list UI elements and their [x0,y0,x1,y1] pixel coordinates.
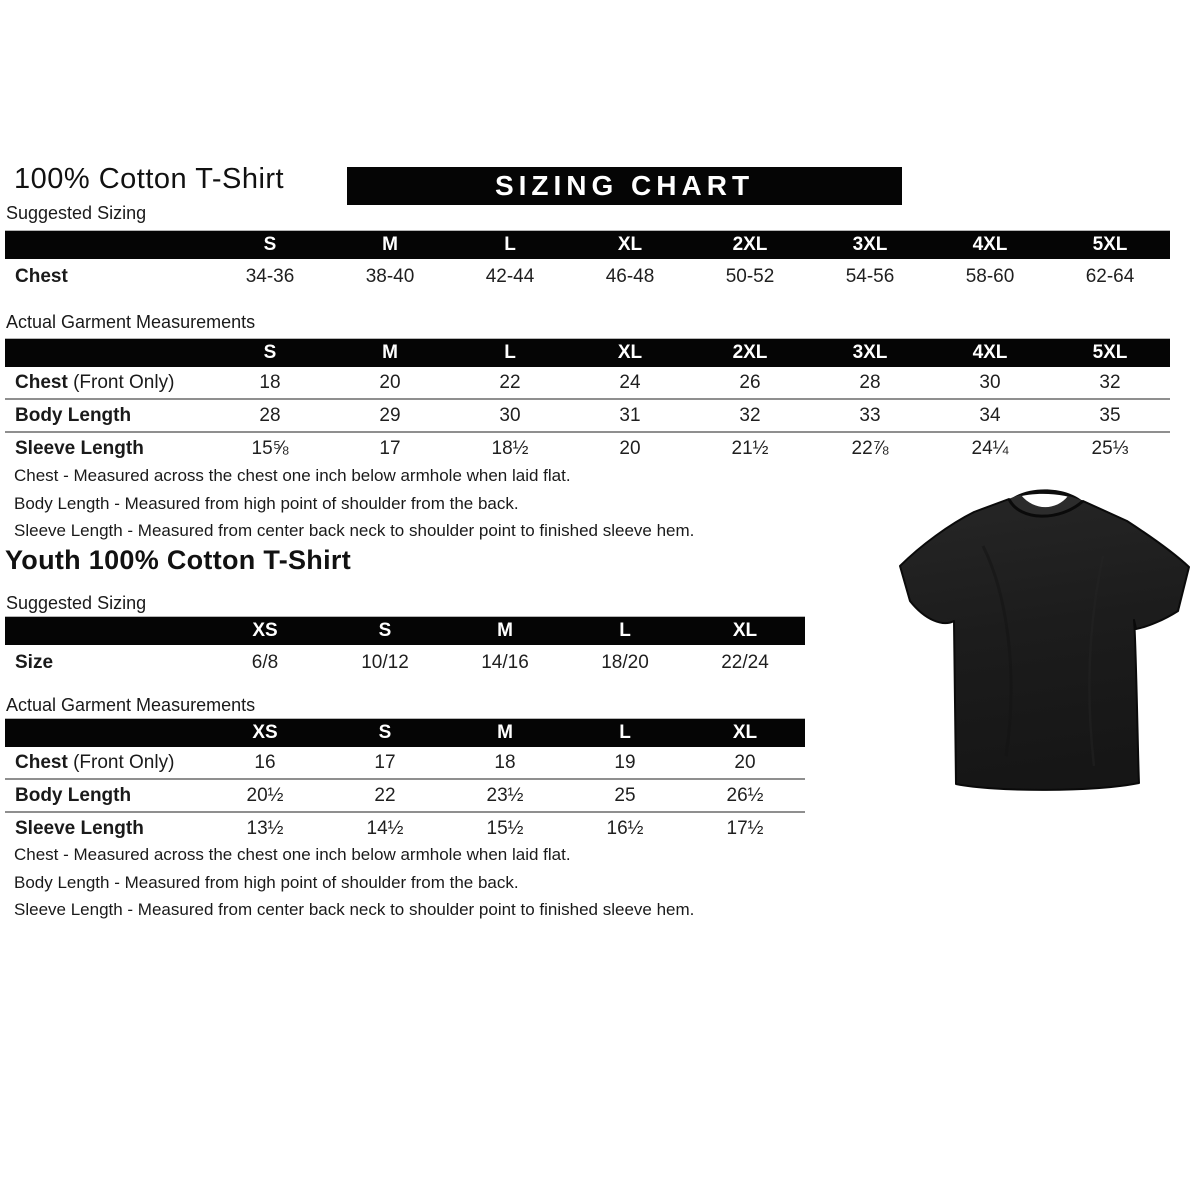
size-value-cell: 30 [499,404,521,426]
size-value-cell: 16 [254,751,276,773]
size-value-cell: 35 [1099,404,1121,426]
size-value-cell: 21½ [731,437,769,459]
measurement-row [5,399,1170,432]
size-column-header: M [330,339,450,368]
size-column-header: S [325,719,445,748]
size-column-header: 5XL [1050,339,1170,368]
size-table-header [5,719,805,748]
note-sleeve-length: Sleeve Length - Measured from center back neck to shoulder point to finished sleeve hem. [14,900,695,919]
youth-suggested-sizing-label: Suggested Sizing [6,593,147,613]
size-value-cell: 28 [259,404,281,426]
size-column-header: XS [205,617,325,646]
size-value-cell: 31 [619,404,641,426]
header-row [5,719,805,748]
row-label-text: Body Length [15,784,132,806]
adult-actual-measurements-table [5,338,1170,464]
size-value-cell: 46-48 [605,265,655,287]
sizing-chart-banner-text: SIZING CHART [494,170,755,201]
measurement-row [5,259,1170,294]
header-row [5,617,805,646]
sizing-chart-banner [347,167,902,205]
row-label-suffix: (Front Only) [67,371,175,393]
size-column-header: XS [205,719,325,748]
size-column-header: L [565,719,685,748]
size-table-header [5,617,805,646]
size-value-cell: 18/20 [601,651,649,673]
adult-suggested-sizing-label: Suggested Sizing [6,203,147,223]
size-value-cell: 6/8 [251,651,279,673]
size-value-cell: 14/16 [481,651,529,673]
row-label-text: Chest [15,751,68,773]
measurement-row [5,432,1170,464]
size-value-cell: 26½ [726,784,764,806]
row-label-text: Size [15,651,54,673]
adult-measurement-notes [14,462,694,545]
size-column-header: 3XL [810,339,930,368]
row-label [5,812,205,844]
size-column-header: XL [685,617,805,646]
size-value-cell: 19 [614,751,636,773]
youth-actual-measurements-table [5,718,805,844]
size-table-header [5,339,1170,368]
row-label-text: Sleeve Length [15,817,144,839]
size-value-cell: 17 [379,437,401,459]
size-value-cell: 29 [379,404,401,426]
measurement-row [5,812,805,844]
measurement-row [5,367,1170,399]
row-label [5,259,210,294]
size-value-cell: 25 [614,784,636,806]
note-sleeve-length: Sleeve Length - Measured from center back neck to shoulder point to finished sleeve hem. [14,521,695,540]
size-table-body [5,645,805,680]
size-value-cell: 20 [619,437,641,459]
size-table-body [5,747,805,844]
size-value-cell: 18 [494,751,516,773]
size-table-header [5,231,1170,260]
size-value-cell: 28 [859,371,881,393]
adult-actual-measurements-label: Actual Garment Measurements [6,312,256,332]
size-value-cell: 15½ [486,817,524,839]
size-value-cell: 14½ [366,817,404,839]
header-row [5,231,1170,260]
size-column-header: S [210,231,330,260]
size-column-header: 2XL [690,339,810,368]
size-column-header: 4XL [930,231,1050,260]
size-value-cell: 24 [619,371,641,393]
size-column-header: L [565,617,685,646]
row-label-text: Body Length [15,404,132,426]
row-label [5,645,205,680]
row-label [5,432,210,464]
youth-section-title: Youth 100% Cotton T-Shirt [5,545,351,575]
size-value-cell: 30 [979,371,1001,393]
size-value-cell: 58-60 [965,265,1015,287]
row-label [5,779,205,812]
size-table-body [5,259,1170,294]
note-chest: Chest - Measured across the chest one inch below armhole when laid flat. [14,845,571,864]
adult-suggested-sizing-table [5,230,1170,294]
note-chest: Chest - Measured across the chest one inch below armhole when laid flat. [14,466,571,485]
header-row [5,339,1170,368]
size-column-header: XL [685,719,805,748]
size-column-header: M [330,231,450,260]
size-value-cell: 13½ [246,817,284,839]
black-tshirt-image [888,476,1200,810]
page-title: 100% Cotton T-Shirt [14,163,285,195]
row-label-suffix: (Front Only) [67,751,175,773]
size-table-body [5,367,1170,464]
header-corner-cell [5,231,210,260]
size-column-header: S [210,339,330,368]
size-value-cell: 18 [259,371,281,393]
size-column-header: L [450,231,570,260]
size-column-header: M [445,719,565,748]
size-value-cell: 50-52 [725,265,775,287]
size-value-cell: 22 [499,371,521,393]
size-value-cell: 20 [379,371,401,393]
size-column-header: L [450,339,570,368]
size-value-cell: 34 [979,404,1001,426]
size-value-cell: 22 [374,784,396,806]
size-column-header: 5XL [1050,231,1170,260]
youth-measurement-notes [14,841,694,924]
row-label-text: Chest [15,265,68,287]
size-value-cell: 54-56 [845,265,895,287]
row-label [5,399,210,432]
size-column-header: M [445,617,565,646]
youth-actual-measurements-label: Actual Garment Measurements [6,695,256,715]
size-value-cell: 15⅝ [251,437,289,459]
size-value-cell: 20 [734,751,756,773]
size-value-cell: 24¼ [971,437,1009,459]
row-label [5,747,205,779]
row-label-text: Chest [15,371,68,393]
size-value-cell: 26 [739,371,761,393]
header-corner-cell [5,339,210,368]
youth-suggested-sizing-table [5,616,805,680]
measurement-row [5,747,805,779]
size-value-cell: 16½ [606,817,644,839]
size-value-cell: 34-36 [245,265,295,287]
size-value-cell: 32 [1099,371,1121,393]
size-value-cell: 38-40 [365,265,415,287]
note-body-length: Body Length - Measured from high point of shoulder from the back. [14,872,519,892]
size-column-header: XL [570,339,690,368]
size-value-cell: 22⅞ [851,437,889,459]
size-value-cell: 17 [374,751,396,773]
size-value-cell: 17½ [726,817,764,839]
size-column-header: S [325,617,445,646]
size-column-header: 3XL [810,231,930,260]
size-value-cell: 25⅓ [1091,437,1129,459]
size-value-cell: 32 [739,404,761,426]
measurement-row [5,645,805,680]
size-value-cell: 18½ [491,437,529,459]
size-value-cell: 23½ [486,784,524,806]
measurement-row [5,779,805,812]
size-value-cell: 22/24 [721,651,769,673]
size-column-header: 2XL [690,231,810,260]
size-column-header: XL [570,231,690,260]
note-body-length: Body Length - Measured from high point of shoulder from the back. [14,493,519,513]
tshirt-silhouette-icon [888,476,1200,810]
size-value-cell: 62-64 [1085,265,1135,287]
header-corner-cell [5,617,205,646]
size-column-header: 4XL [930,339,1050,368]
size-value-cell: 10/12 [361,651,409,673]
row-label-text: Sleeve Length [15,437,144,459]
header-corner-cell [5,719,205,748]
size-value-cell: 33 [859,404,881,426]
size-value-cell: 20½ [246,784,284,806]
row-label [5,367,210,399]
size-value-cell: 42-44 [485,265,535,287]
